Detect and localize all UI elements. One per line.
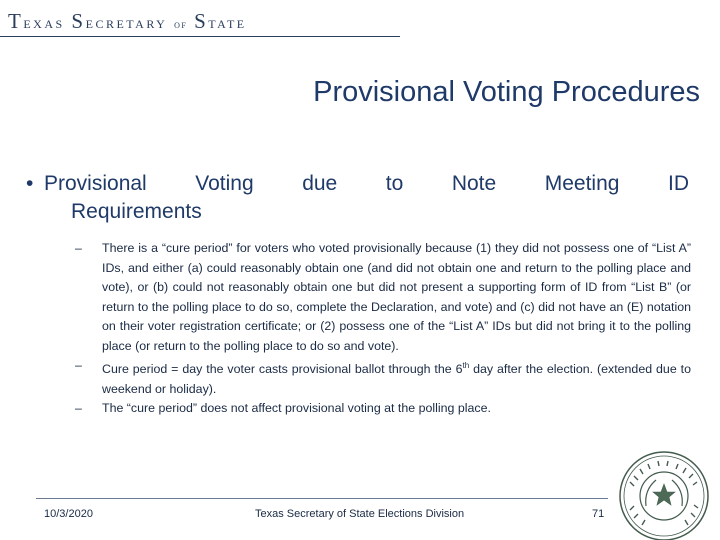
subpoint-text: Cure period = day the voter casts provisional ballot through the 6 [102,362,463,377]
header-letter: S [194,9,209,33]
footer-organization: Texas Secretary of State Elections Division [255,508,465,520]
header-word: tate [208,13,247,32]
header-letter: S [71,9,86,33]
subpoint [75,356,691,399]
footer-date: 10/3/2020 [44,508,93,520]
dash-marker: – [75,401,82,416]
slide-title: Provisional Voting Procedures [313,76,700,108]
bullet-text-line1: Provisional Voting due to Note Meeting ID [44,172,689,195]
subpoint [75,399,691,419]
page-number: 71 [592,508,605,520]
dash-marker: – [75,358,82,372]
superscript: th [462,361,470,370]
header-word: exas [23,13,65,32]
subpoint-text: The “cure period” does not affect provisional voting at the polling place. [102,401,491,416]
subpoint-text: day after the election. (extended due to weekend or holiday). [102,362,691,396]
header-divider [0,36,400,37]
subpoint-text: There is a “cure period” for voters who voted provisionally because (1) they did not possess one of “List A” IDs, and either (a) could reasonably obtain one (and did not obtain one and return to the polling place and vote), or (b) could not reasonably obtain one but did not present a supporting form of ID from “List B” (or return to the polling place to do so, complete the Declaration, and vote) and (c) did not have an (E) notation on their voter registration certificate; or (2) possess one of the “List A” IDs but did not bring it to the polling place (or return to the polling place to do so and vote). [102,241,691,353]
header [0,0,720,40]
bullet-text-line2: Requirements [71,200,202,223]
texas-seal-icon [612,448,720,540]
footer-divider [36,498,608,499]
header-word: of [174,17,188,31]
dash-marker: – [75,241,82,255]
subpoint [75,239,691,356]
bullet-marker: • [26,172,34,195]
subpoint-list [75,239,691,419]
header-title [8,9,247,34]
main-bullet [26,169,689,199]
header-letter: T [8,9,24,33]
header-word: ecretary [85,13,168,32]
